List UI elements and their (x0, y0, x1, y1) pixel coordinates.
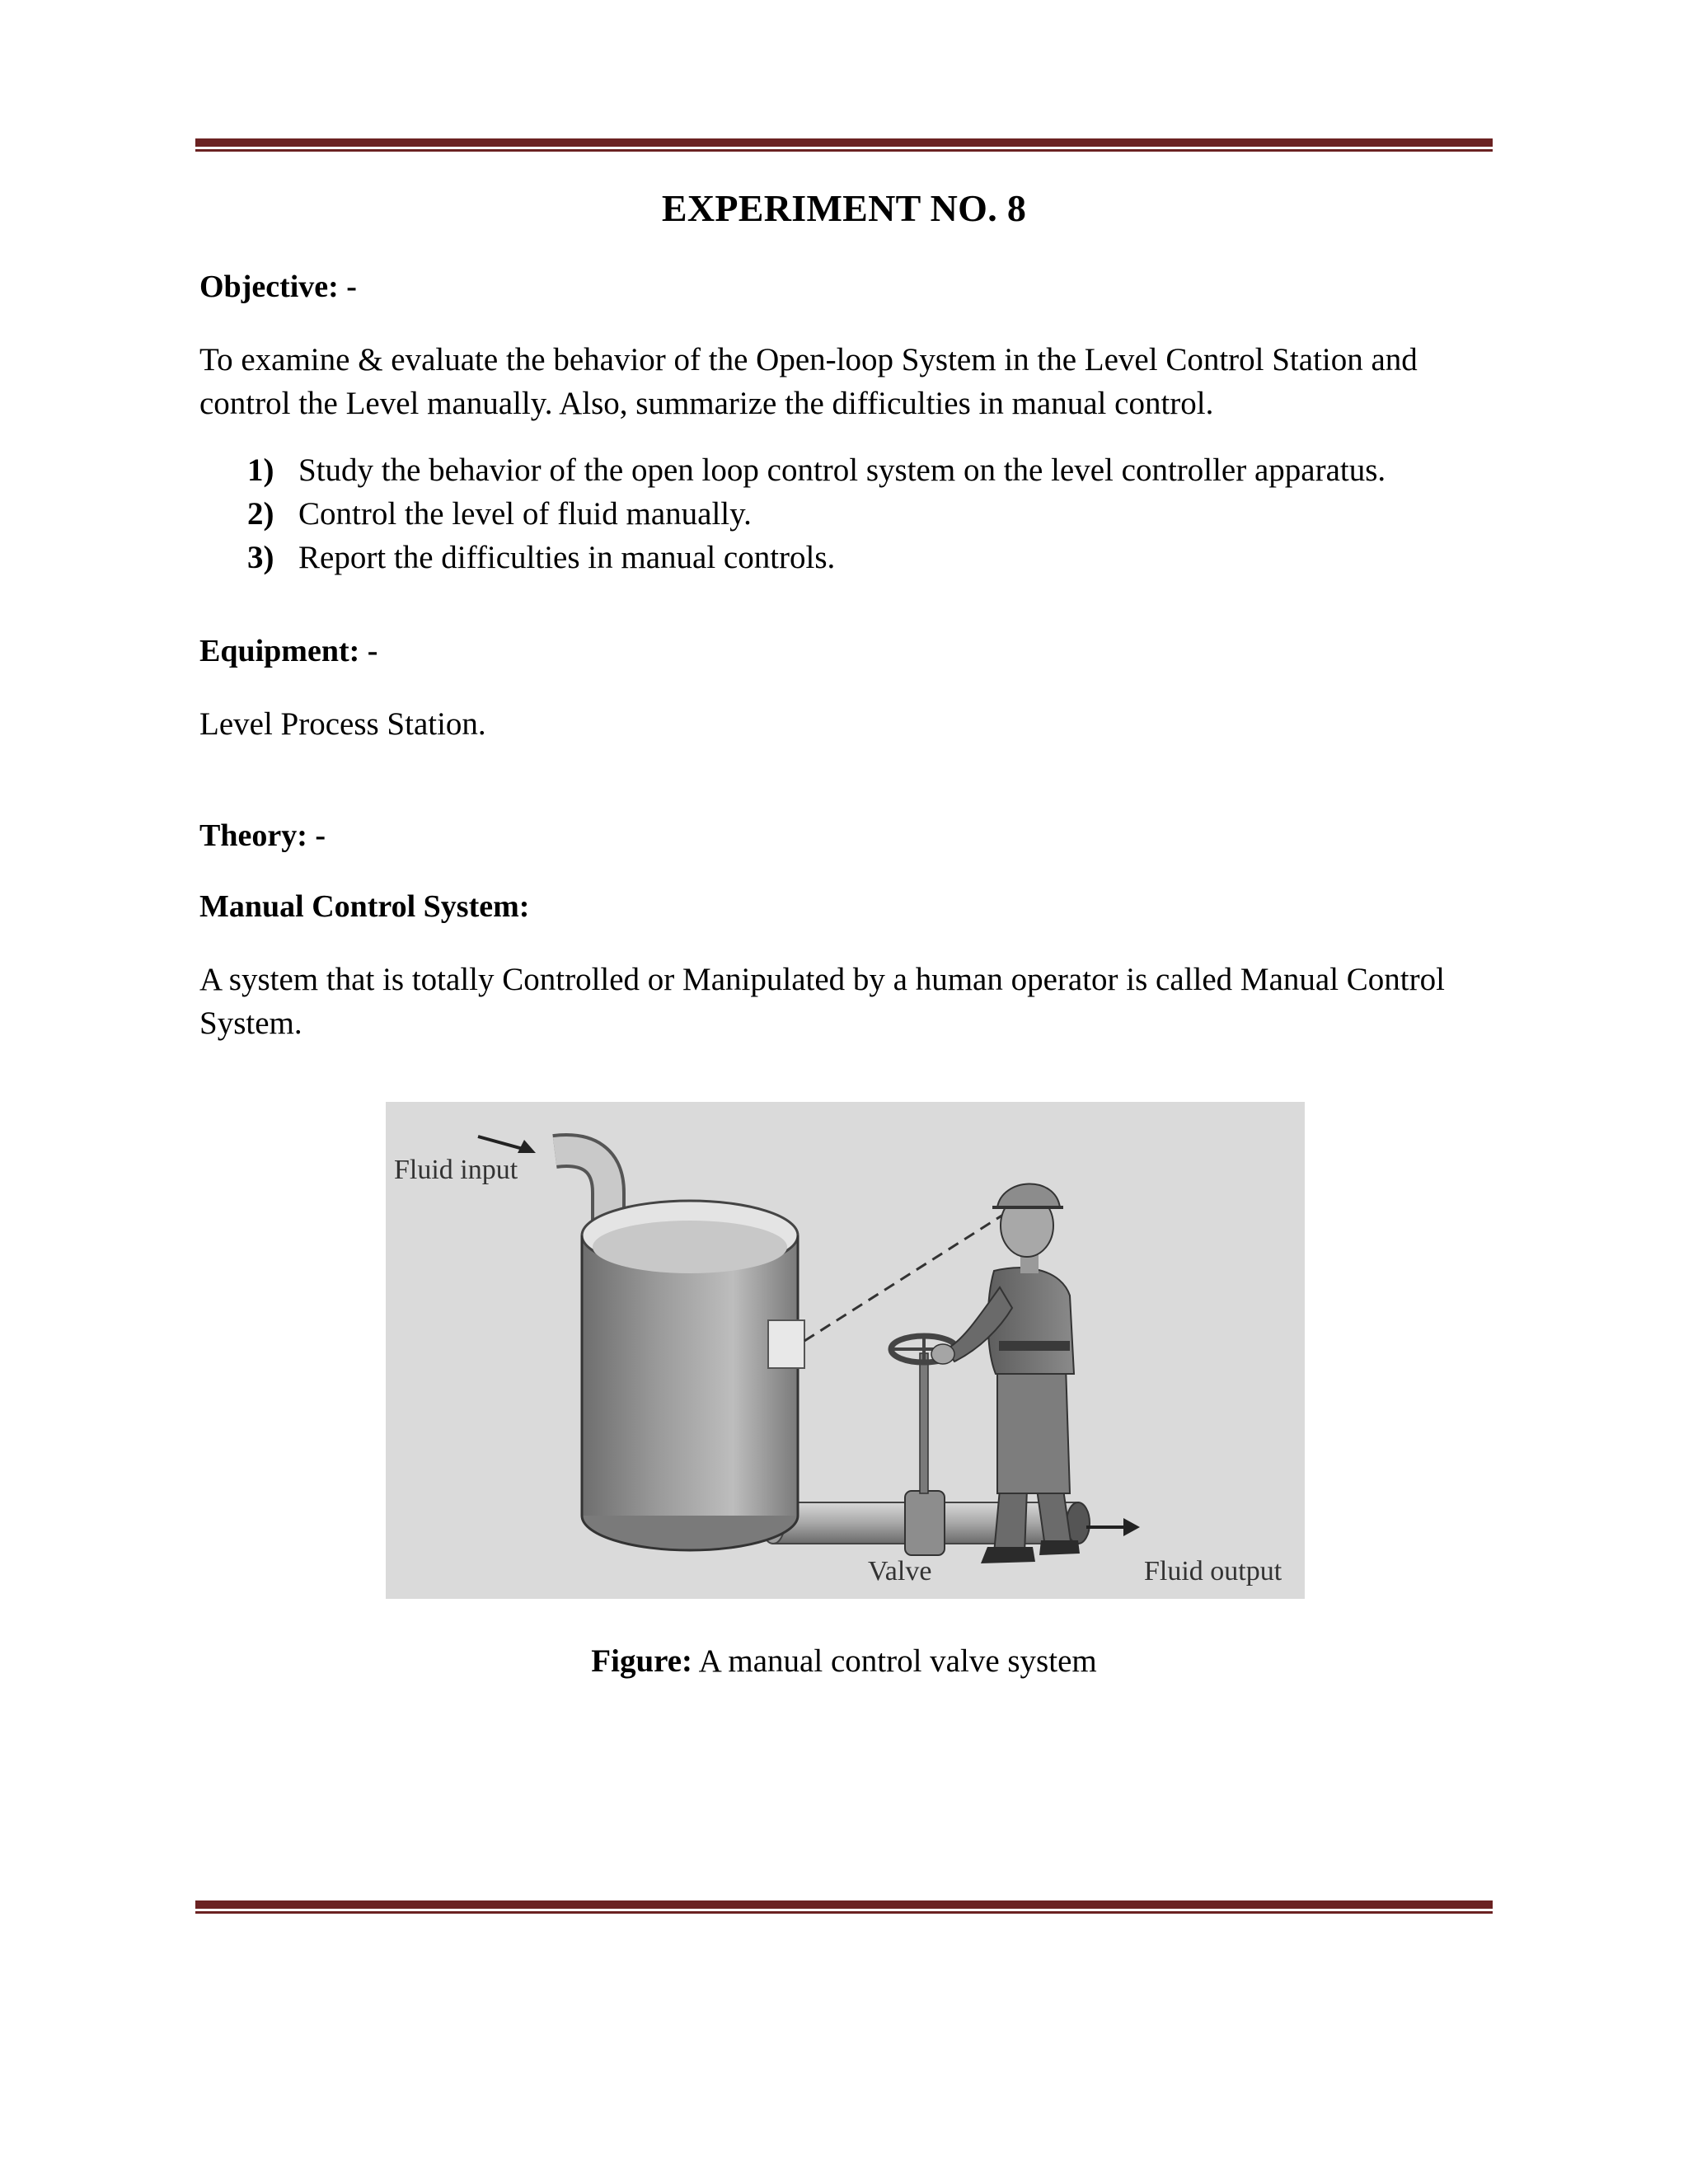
caption-text: A manual control valve system (692, 1643, 1097, 1679)
level-gauge (768, 1320, 804, 1368)
list-number: 1) (247, 452, 274, 488)
page-title: EXPERIMENT NO. 8 (661, 187, 1027, 229)
manual-control-figure (386, 1102, 1305, 1599)
manual-valve-illustration (386, 1102, 1305, 1599)
list-number: 3) (247, 540, 274, 575)
objective-text-line-1: To examine & evaluate the behavior of the Open-loop System in the Level Control Station and (199, 342, 1418, 377)
list-text: Control the level of fluid manually. (298, 496, 752, 532)
caption-label: Figure: (591, 1643, 693, 1679)
figure-caption (0, 1643, 1688, 1680)
list-text: Report the difficulties in manual controls. (298, 540, 836, 575)
list-number: 2) (247, 496, 274, 532)
list-item (247, 536, 1386, 579)
manual-control-paragraph (199, 958, 1502, 1045)
list-text: Study the behavior of the open loop control system on the level controller apparatus. (298, 452, 1386, 488)
tank (582, 1201, 804, 1550)
list-item (247, 492, 1386, 536)
manual-text-line-2: System. (199, 1005, 302, 1041)
fluid-output-label: Fluid output (1144, 1556, 1282, 1586)
list-item (247, 448, 1386, 492)
top-rule (195, 138, 1493, 152)
manual-text-line-1: A system that is totally Controlled or Manipulated by a human operator is called Manual Control (199, 962, 1445, 997)
theory-heading: Theory: - (199, 818, 326, 853)
valve-label: Valve (868, 1556, 932, 1586)
objectives-list (247, 448, 1386, 579)
objective-heading: Objective: - (199, 269, 357, 304)
objective-text-line-2: control the Level manually. Also, summarize the difficulties in manual control. (199, 386, 1214, 421)
equipment-text: Level Process Station. (199, 706, 486, 742)
equipment-heading: Equipment: - (199, 634, 378, 668)
bottom-rule (195, 1900, 1493, 1914)
objective-paragraph (199, 338, 1502, 425)
fluid-input-label: Fluid input (394, 1155, 518, 1185)
manual-control-heading: Manual Control System: (199, 889, 530, 924)
